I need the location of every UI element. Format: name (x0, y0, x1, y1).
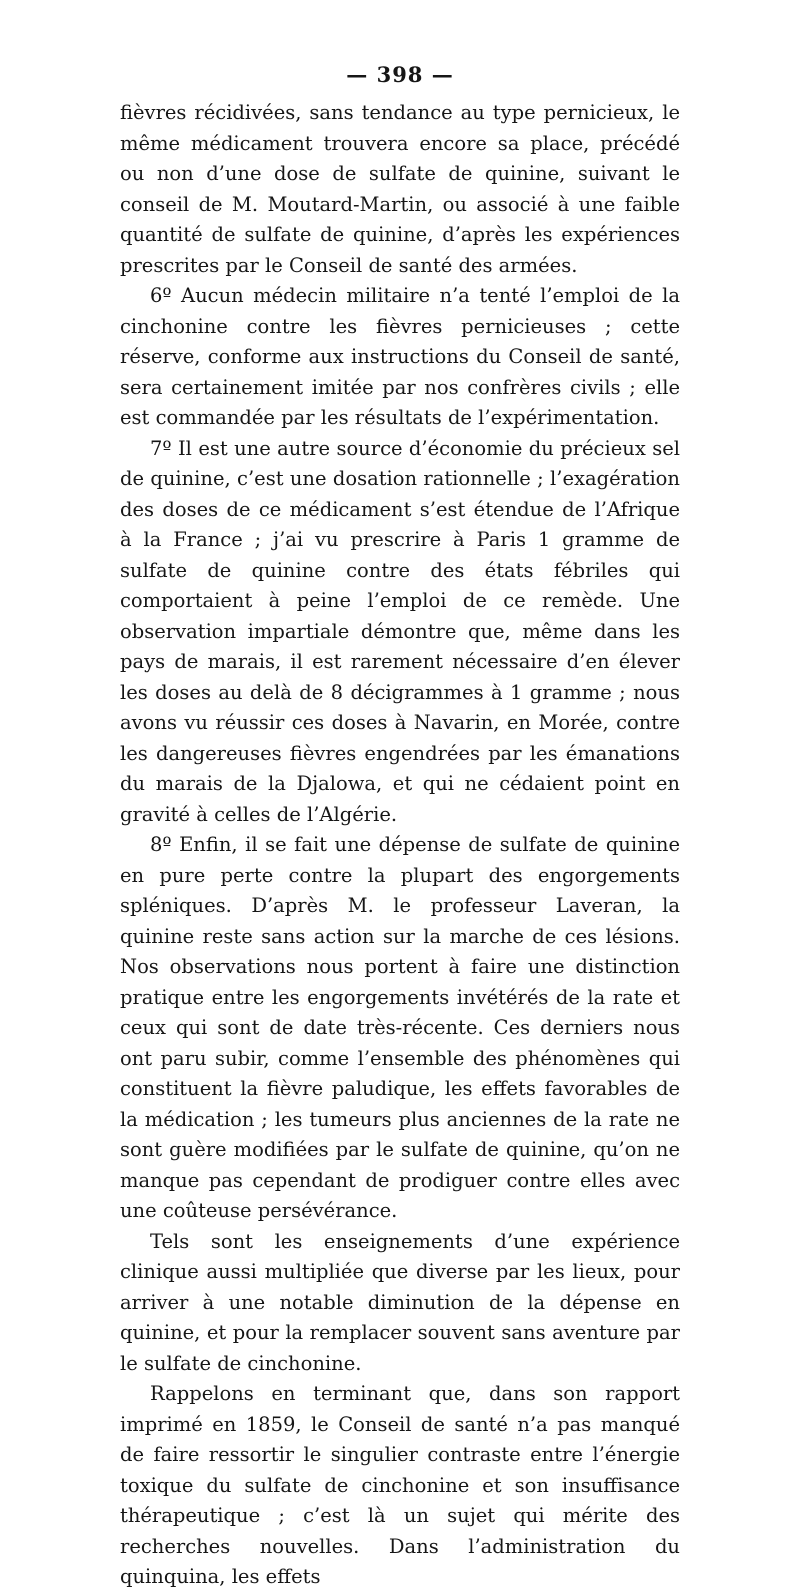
page-number: — 398 — (346, 62, 454, 87)
paragraph-continuation: fièvres récidivées, sans tendance au type pernicieux, le même médicament trouvera encore sa place, précédé ou non d’une dose de sulfate de quinine, suivant le conseil de M. Moutard-Martin, ou associé à une faible quantité de sulfate de quinine, d’après les expériences prescrites par le Conseil de santé des armées. (120, 101, 680, 277)
paragraph-summary: Tels sont les enseignements d’une expérience clinique aussi multipliée que diverse par les lieux, pour arriver à une notable diminution de la dépense en quinine, et pour la remplacer souvent sans aventure par le sulfate de cinchonine. (120, 1229, 680, 1375)
paragraph-conclusion: Rappelons en terminant que, dans son rapport imprimé en 1859, le Conseil de santé n’a pas manqué de faire ressortir le singulier contraste entre l’énergie toxique du sulfate de cinchonine et son insuffisance thérapeutique ; c’est là un sujet qui mérite des recherches nouvelles. Dans l’administration du quinquina, les effets (120, 1382, 680, 1588)
paragraph-point-8: 8º Enfin, il se fait une dépense de sulfate de quinine en pure perte contre la plupart des engorgements spléniques. D’après M. le professeur Laveran, la quinine reste sans action sur la marche de ces lésions. Nos observations nous portent à faire une distinction pratique entre les engorgements invétérés de la rate et ceux qui sont de date très-récente. Ces derniers nous ont paru subir, comme l’ensemble des phénomènes qui constituent la fièvre paludique, les effets favorables de la médication ; les tumeurs plus anciennes de la rate ne sont guère modifiées par le sulfate de quinine, qu’on ne manque pas cependant de prodiguer contre elles avec une coûteuse persévérance. (120, 833, 680, 1222)
paragraph-point-6: 6º Aucun médecin militaire n’a tenté l’emploi de la cinchonine contre les fièvres pernicieuses ; cette réserve, conforme aux instructions du Conseil de santé, sera certainement imitée par nos confrères civils ; elle est commandée par les résultats de l’expérimentation. (120, 284, 680, 429)
body-text (120, 98, 680, 1593)
paragraph-point-7: 7º Il est une autre source d’économie du précieux sel de quinine, c’est une dosation rationnelle ; l’exagération des doses de ce médicament s’est étendue de l’Afrique à la France ; j’ai vu prescrire à Paris 1 gramme de sulfate de quinine contre des états fébriles qui comportaient à peine l’emploi de ce remède. Une observation impartiale démontre que, même dans les pays de marais, il est rarement nécessaire d’en élever les doses au delà de 8 décigrammes à 1 gramme ; nous avons vu réussir ces doses à Navarin, en Morée, contre les dangereuses fièvres engendrées par les émanations du marais de la Djalowa, et qui ne cédaient point en gravité à celles de l’Algérie. (120, 436, 680, 826)
